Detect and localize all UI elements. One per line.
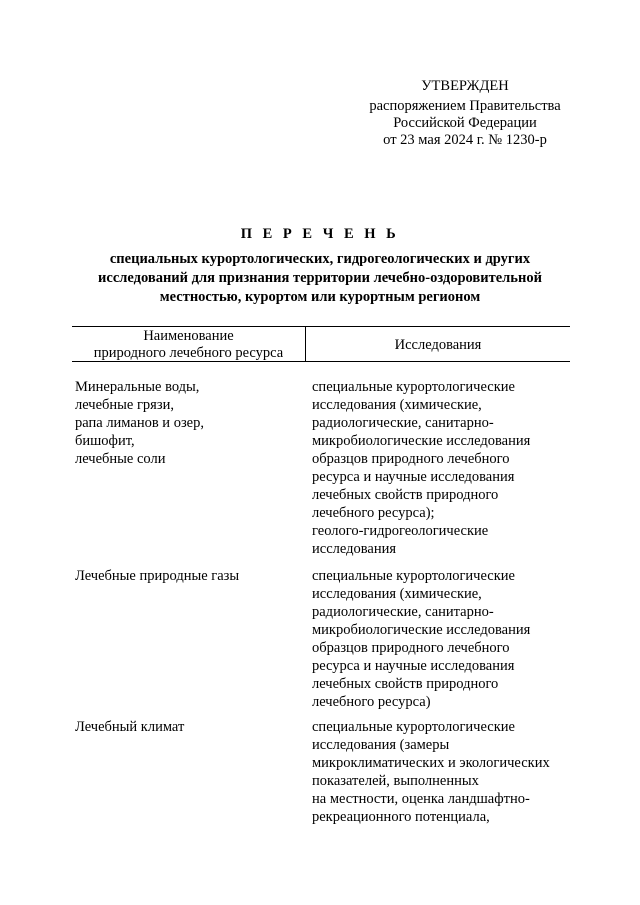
- resource-line: лечебные соли: [75, 451, 166, 467]
- research-line: исследования: [312, 541, 397, 557]
- approval-line: распоряжением Правительства: [369, 98, 561, 114]
- resource-cell: [75, 567, 300, 585]
- column-header-resource: [72, 328, 305, 362]
- research-line: лечебного ресурса): [312, 694, 431, 710]
- research-line: рекреационного потенциала,: [312, 809, 490, 825]
- research-line: образцов природного лечебного: [312, 640, 510, 656]
- resource-line: Лечебные природные газы: [75, 568, 240, 584]
- research-line: микроклиматических и экологических: [312, 755, 550, 771]
- research-line: специальные курортологические: [312, 379, 515, 395]
- research-line: лечебных свойств природного: [312, 676, 499, 692]
- research-line: радиологические, санитарно-: [312, 415, 494, 431]
- resource-cell: [75, 718, 300, 736]
- approval-line: от 23 мая 2024 г. № 1230-р: [383, 132, 547, 148]
- resource-cell: [75, 378, 300, 468]
- research-line: на местности, оценка ландшафтно-: [312, 791, 530, 807]
- approval-stamp: [330, 78, 600, 149]
- document-title: П Е Р Е Ч Е Н Ь: [240, 226, 400, 242]
- research-line: исследования (химические,: [312, 397, 482, 413]
- research-cell: [312, 718, 572, 826]
- column-header-research: Исследования: [394, 337, 482, 353]
- research-line: ресурса и научные исследования: [312, 658, 515, 674]
- research-line: показателей, выполненных: [312, 773, 479, 789]
- research-line: образцов природного лечебного: [312, 451, 510, 467]
- resource-line: бишофит,: [75, 433, 135, 449]
- resource-line: Лечебный климат: [75, 719, 185, 735]
- research-line: микробиологические исследования: [312, 622, 531, 638]
- research-line: лечебного ресурса);: [312, 505, 435, 521]
- research-line: специальные курортологические: [312, 719, 515, 735]
- research-line: микробиологические исследования: [312, 433, 531, 449]
- research-cell: [312, 567, 572, 711]
- table-top-rule: [72, 326, 570, 327]
- research-line: ресурса и научные исследования: [312, 469, 515, 485]
- research-line: специальные курортологические: [312, 568, 515, 584]
- column-header-resource-line: Наименование: [143, 328, 234, 344]
- document-subtitle: [60, 250, 580, 307]
- column-header-resource-line: природного лечебного ресурса: [93, 345, 284, 361]
- subtitle-line: местностью, курортом или курортным регионом: [159, 289, 481, 305]
- resource-line: Минеральные воды,: [75, 379, 200, 395]
- subtitle-line: специальных курортологических, гидрогеологических и других: [109, 251, 531, 267]
- research-cell: [312, 378, 572, 558]
- research-line: геолого-гидрогеологические: [312, 523, 489, 539]
- resource-line: лечебные грязи,: [75, 397, 174, 413]
- approval-line: Российской Федерации: [393, 115, 537, 131]
- research-line: исследования (химические,: [312, 586, 482, 602]
- research-line: лечебных свойств природного: [312, 487, 499, 503]
- approval-heading: УТВЕРЖДЕН: [421, 78, 509, 94]
- research-line: исследования (замеры: [312, 737, 450, 753]
- subtitle-line: исследований для признания территории лечебно-оздоровительной: [98, 270, 542, 286]
- research-line: радиологические, санитарно-: [312, 604, 494, 620]
- resource-line: рапа лиманов и озер,: [75, 415, 204, 431]
